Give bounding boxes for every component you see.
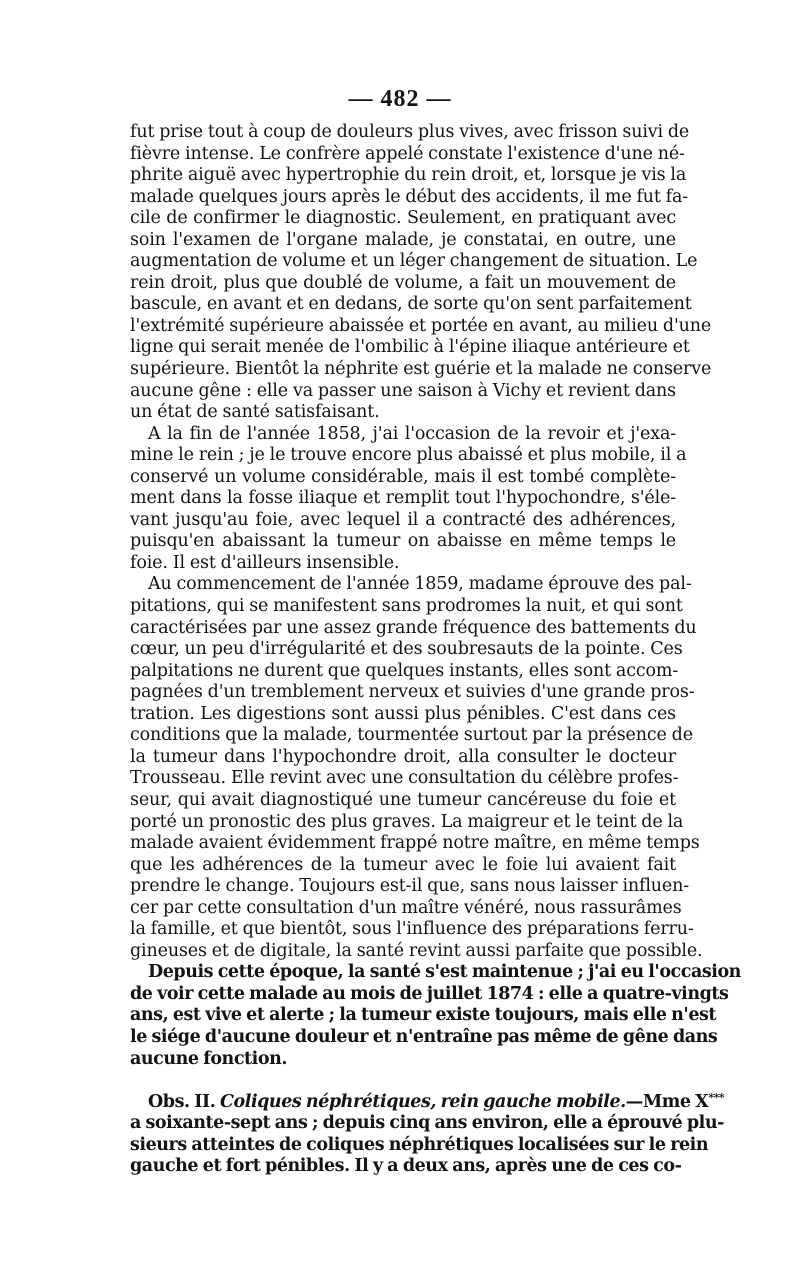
text-line: aucune gêne : elle va passer une saison à Vichy et revient dans [130, 380, 676, 401]
text-line: conditions que la malade, tourmentée surtout par la présence de [130, 725, 693, 746]
observation-patient-sup: *** [708, 1090, 725, 1104]
text-line: bascule, en avant et en dedans, de sorte qu'on sent parfaitement [130, 294, 692, 315]
text-line: cile de confirmer le diagnostic. Seulement, en pratiquant avec [130, 208, 676, 229]
text-line: sieurs atteintes de coliques néphrétiques localisées sur le rein [130, 1134, 709, 1155]
text-line: prendre le change. Toujours est-il que, sans nous laisser influen- [130, 876, 689, 897]
text-line: l'extrémité supérieure abaissée et portée en avant, au milieu d'une [130, 315, 712, 336]
text-line: que les adhérences de la tumeur avec le foie lui avaient fait [130, 854, 676, 875]
text-line: la tumeur dans l'hypochondre droit, alla consulter le docteur [130, 746, 676, 767]
text-line: aucune fonction. [130, 1048, 287, 1069]
text-line: soin l'examen de l'organe malade, je constatai, en outre, une [130, 229, 676, 250]
text-line: palpitations ne durent que quelques instants, elles sont accom- [130, 660, 679, 681]
observation-patient: Mme X [642, 1091, 709, 1112]
text-line: seur, qui avait diagnostiqué une tumeur cancéreuse du foie et [130, 789, 676, 810]
text-line: la famille, et que bientôt, sous l'influence des préparations ferru- [130, 919, 694, 940]
text-line: mine le rein ; je le trouve encore plus abaissé et plus mobile, il a [130, 445, 687, 466]
text-line: cœur, un peu d'irrégularité et des soubresauts de la pointe. Ces [130, 639, 683, 660]
text-line: ans, est vive et alerte ; la tumeur existe toujours, mais elle n'est [130, 1005, 717, 1026]
text-line: le siége d'aucune douleur et n'entraîne pas même de gêne dans [130, 1026, 718, 1047]
text-line: pagnées d'un tremblement nerveux et suivies d'une grande pros- [130, 682, 695, 703]
text-line: gauche et fort pénibles. Il y a deux ans, après une de ces co- [130, 1156, 682, 1177]
text-line: ment dans la fosse iliaque et remplit tout l'hypochondre, s'éle- [130, 488, 676, 509]
text-line: pitations, qui se manifestent sans prodromes la nuit, et qui sont [130, 596, 683, 617]
text-line: porté un pronostic des plus graves. La maigreur et le teint de la [130, 811, 684, 832]
text-line: Depuis cette époque, la santé s'est maintenue ; j'ai eu l'occasion [148, 962, 741, 983]
text-line: tration. Les digestions sont aussi plus pénibles. C'est dans ces [130, 703, 676, 724]
observation-heading [130, 1090, 725, 1114]
text-line: foie. Il est d'ailleurs insensible. [130, 552, 400, 573]
text-line: ligne qui serait menée de l'ombilic à l'épine iliaque antérieure et [130, 337, 690, 358]
observation-label: Obs. II. [148, 1091, 216, 1112]
text-line: vant jusqu'au foie, avec lequel il a contracté des adhérences, [130, 509, 676, 530]
text-line: malade quelques jours après le début des accidents, il me fut fa- [130, 186, 689, 207]
text-line: phrite aiguë avec hypertrophie du rein droit, et, lorsque je vis la [130, 165, 687, 186]
text-line: fut prise tout à coup de douleurs plus vives, avec frisson suivi de [130, 122, 690, 142]
text-line: a soixante-sept ans ; depuis cinq ans environ, elle a éprouvé plu- [130, 1113, 724, 1134]
observation-dash: — [625, 1091, 643, 1112]
text-line: malade avaient évidemment frappé notre maître, en même temps [130, 833, 700, 854]
text-line: de voir cette malade au mois de juillet 1874 : elle a quatre-vingts [130, 983, 729, 1004]
text-line: augmentation de volume et un léger changement de situation. Le [130, 251, 698, 272]
text-line: rein droit, plus que doublé de volume, a fait un mouvement de [130, 272, 676, 293]
observation-title: Coliques néphrétiques, rein gauche mobile. [220, 1091, 626, 1112]
text-line: gineuses et de digitale, la santé revint aussi parfaite que possible. [130, 940, 703, 961]
text-line: un état de santé satisfaisant. [130, 402, 380, 423]
text-line: conservé un volume considérable, mais il est tombé complète- [130, 466, 676, 487]
text-line: caractérisées par une assez grande fréquence des battements du [130, 617, 697, 638]
body-text [130, 122, 741, 1178]
page-number: — 482 — [348, 86, 452, 112]
text-line: supérieure. Bientôt la néphrite est guérie et la malade ne conserve [130, 359, 712, 380]
text-line: A la fin de l'année 1858, j'ai l'occasion de la revoir et j'exa- [148, 423, 676, 444]
text-line: puisqu'en abaissant la tumeur on abaisse en même temps le [130, 531, 676, 552]
text-line: Trousseau. Elle revint avec une consultation du célèbre profes- [130, 768, 679, 789]
text-line: Au commencement de l'année 1859, madame éprouve des pal- [148, 574, 692, 595]
text-line: fièvre intense. Le confrère appelé constate l'existence d'une né- [130, 143, 685, 164]
text-line: cer par cette consultation d'un maître vénéré, nous rassurâmes [130, 897, 682, 918]
section-gap [130, 1070, 676, 1092]
